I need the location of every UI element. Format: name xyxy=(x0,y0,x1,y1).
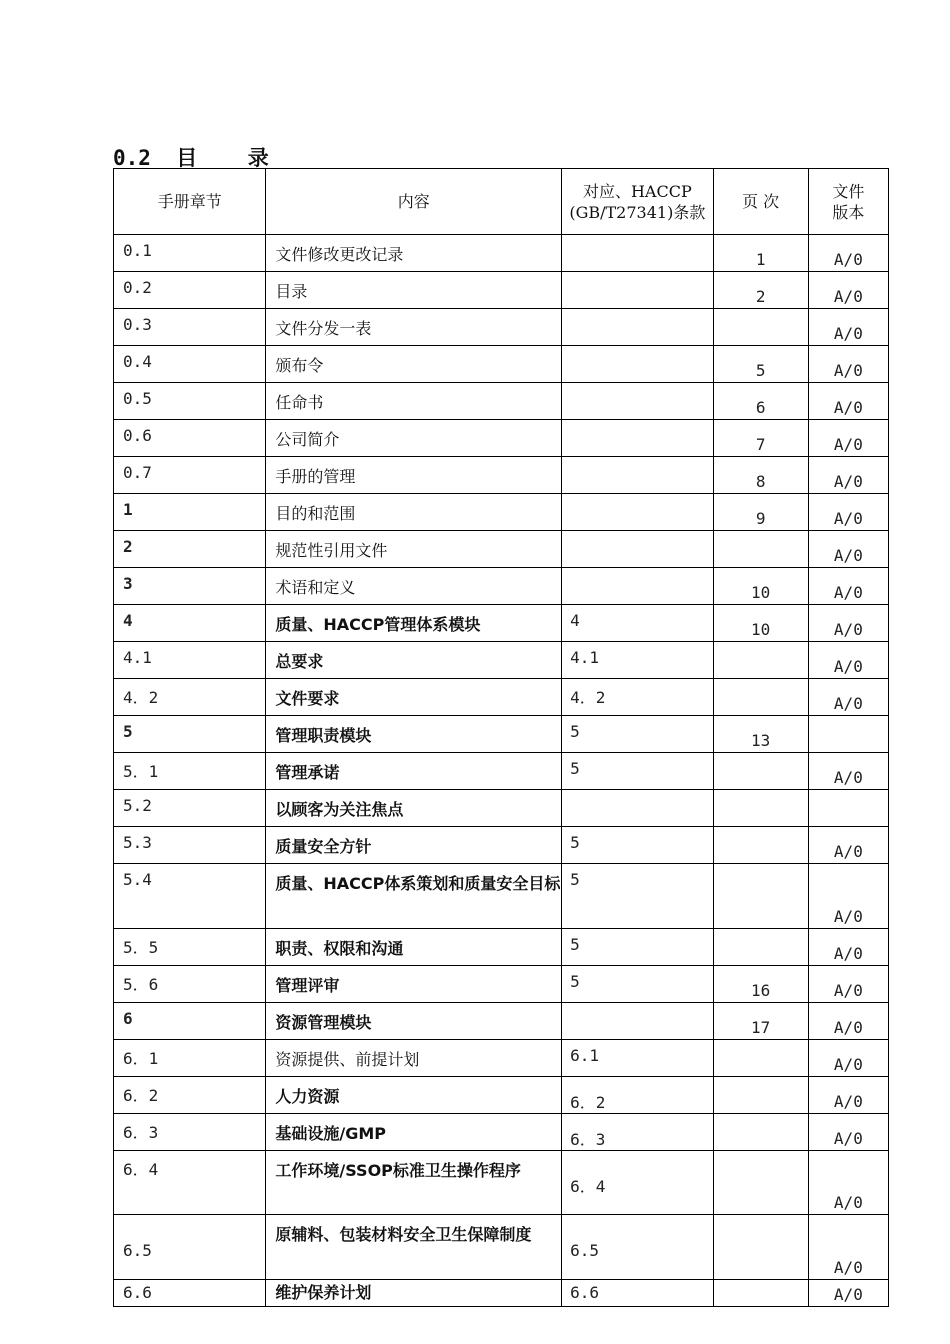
chapter-cell: 6.5 xyxy=(114,1215,266,1280)
clause-cell xyxy=(562,494,713,531)
version-cell: A/0 xyxy=(808,383,888,420)
content-cell: 工作环境/SSOP标准卫生操作程序 xyxy=(266,1151,562,1215)
content-cell: 质量、HACCP管理体系模块 xyxy=(266,605,562,642)
page-cell xyxy=(713,827,808,864)
version-cell: A/0 xyxy=(808,1151,888,1215)
page-cell xyxy=(713,753,808,790)
content-cell: 质量、HACCP体系策划和质量安全目标 xyxy=(266,864,562,929)
chapter-cell: 5 xyxy=(114,716,266,753)
page-cell xyxy=(713,309,808,346)
content-cell: 质量安全方针 xyxy=(266,827,562,864)
version-cell: A/0 xyxy=(808,1077,888,1114)
page-cell xyxy=(713,864,808,929)
table-row xyxy=(114,1040,889,1077)
page-cell xyxy=(713,1280,808,1307)
content-cell: 任命书 xyxy=(266,383,562,420)
clause-cell: 6．4 xyxy=(562,1151,713,1215)
version-cell: A/0 xyxy=(808,642,888,679)
chapter-cell: 5．6 xyxy=(114,966,266,1003)
content-cell: 颁布令 xyxy=(266,346,562,383)
content-cell: 管理评审 xyxy=(266,966,562,1003)
table-row xyxy=(114,1280,889,1307)
table-row xyxy=(114,1215,889,1280)
page-cell xyxy=(713,1215,808,1280)
header-chapter: 手册章节 xyxy=(114,169,266,235)
page-cell xyxy=(713,929,808,966)
page-cell: 13 xyxy=(713,716,808,753)
table-row xyxy=(114,1003,889,1040)
version-cell: A/0 xyxy=(808,568,888,605)
table-row xyxy=(114,1077,889,1114)
chapter-cell: 0.5 xyxy=(114,383,266,420)
content-cell: 基础设施/GMP xyxy=(266,1114,562,1151)
clause-cell xyxy=(562,790,713,827)
clause-cell xyxy=(562,272,713,309)
table-row xyxy=(114,827,889,864)
content-cell: 人力资源 xyxy=(266,1077,562,1114)
clause-cell: 5 xyxy=(562,966,713,1003)
table-row xyxy=(114,864,889,929)
content-cell: 总要求 xyxy=(266,642,562,679)
clause-cell: 4 xyxy=(562,605,713,642)
version-cell: A/0 xyxy=(808,1003,888,1040)
page-cell xyxy=(713,1114,808,1151)
table-row xyxy=(114,420,889,457)
chapter-cell: 0.3 xyxy=(114,309,266,346)
content-cell: 文件分发一表 xyxy=(266,309,562,346)
table-row xyxy=(114,346,889,383)
table-row xyxy=(114,531,889,568)
table-row xyxy=(114,1114,889,1151)
clause-cell: 5 xyxy=(562,929,713,966)
clause-cell: 6.1 xyxy=(562,1040,713,1077)
header-version: 文件版本 xyxy=(808,169,888,235)
content-cell: 职责、权限和沟通 xyxy=(266,929,562,966)
content-cell: 目录 xyxy=(266,272,562,309)
chapter-cell: 0.6 xyxy=(114,420,266,457)
page-cell: 6 xyxy=(713,383,808,420)
version-cell: A/0 xyxy=(808,753,888,790)
clause-cell: 6.6 xyxy=(562,1280,713,1307)
table-row xyxy=(114,966,889,1003)
version-cell: A/0 xyxy=(808,864,888,929)
page-cell xyxy=(713,1151,808,1215)
version-cell: A/0 xyxy=(808,1114,888,1151)
version-cell: A/0 xyxy=(808,605,888,642)
table-row xyxy=(114,383,889,420)
page-cell: 16 xyxy=(713,966,808,1003)
clause-cell xyxy=(562,531,713,568)
page-title: 0.2 目 录 xyxy=(113,146,269,170)
chapter-cell: 2 xyxy=(114,531,266,568)
page-cell xyxy=(713,642,808,679)
chapter-cell: 3 xyxy=(114,568,266,605)
page-cell: 10 xyxy=(713,605,808,642)
content-cell: 维护保养计划 xyxy=(266,1280,562,1307)
content-cell: 术语和定义 xyxy=(266,568,562,605)
chapter-cell: 6 xyxy=(114,1003,266,1040)
table-row xyxy=(114,716,889,753)
version-cell: A/0 xyxy=(808,929,888,966)
clause-cell xyxy=(562,420,713,457)
version-cell: A/0 xyxy=(808,420,888,457)
chapter-cell: 6．4 xyxy=(114,1151,266,1215)
content-cell: 原辅料、包装材料安全卫生保障制度 xyxy=(266,1215,562,1280)
chapter-cell: 4 xyxy=(114,605,266,642)
table-row xyxy=(114,605,889,642)
clause-cell: 6．2 xyxy=(562,1077,713,1114)
table-row xyxy=(114,790,889,827)
version-cell: A/0 xyxy=(808,966,888,1003)
chapter-cell: 5．5 xyxy=(114,929,266,966)
chapter-cell: 4．2 xyxy=(114,679,266,716)
table-row xyxy=(114,235,889,272)
clause-cell: 6.5 xyxy=(562,1215,713,1280)
clause-cell xyxy=(562,383,713,420)
version-cell: A/0 xyxy=(808,309,888,346)
page-cell: 9 xyxy=(713,494,808,531)
table-row xyxy=(114,457,889,494)
version-cell: A/0 xyxy=(808,1040,888,1077)
clause-cell xyxy=(562,346,713,383)
page-cell xyxy=(713,1077,808,1114)
clause-cell: 6．3 xyxy=(562,1114,713,1151)
clause-cell xyxy=(562,1003,713,1040)
content-cell: 目的和范围 xyxy=(266,494,562,531)
chapter-cell: 5．1 xyxy=(114,753,266,790)
chapter-cell: 5.4 xyxy=(114,864,266,929)
chapter-cell: 5.2 xyxy=(114,790,266,827)
header-page: 页 次 xyxy=(713,169,808,235)
clause-cell: 5 xyxy=(562,753,713,790)
table-row xyxy=(114,929,889,966)
table-row xyxy=(114,642,889,679)
page-cell xyxy=(713,790,808,827)
chapter-cell: 0.7 xyxy=(114,457,266,494)
page-cell: 17 xyxy=(713,1003,808,1040)
clause-cell xyxy=(562,568,713,605)
content-cell: 管理职责模块 xyxy=(266,716,562,753)
content-cell: 手册的管理 xyxy=(266,457,562,494)
version-cell: A/0 xyxy=(808,457,888,494)
chapter-cell: 4.1 xyxy=(114,642,266,679)
page-cell: 5 xyxy=(713,346,808,383)
chapter-cell: 6.6 xyxy=(114,1280,266,1307)
content-cell: 资源提供、前提计划 xyxy=(266,1040,562,1077)
content-cell: 管理承诺 xyxy=(266,753,562,790)
table-row xyxy=(114,1151,889,1215)
version-cell xyxy=(808,716,888,753)
table-row xyxy=(114,494,889,531)
version-cell: A/0 xyxy=(808,1215,888,1280)
version-cell: A/0 xyxy=(808,679,888,716)
page-cell: 2 xyxy=(713,272,808,309)
content-cell: 资源管理模块 xyxy=(266,1003,562,1040)
clause-cell xyxy=(562,457,713,494)
page-cell: 7 xyxy=(713,420,808,457)
version-cell: A/0 xyxy=(808,346,888,383)
page-cell: 1 xyxy=(713,235,808,272)
header-content: 内容 xyxy=(266,169,562,235)
clause-cell: 5 xyxy=(562,716,713,753)
chapter-cell: 0.1 xyxy=(114,235,266,272)
page-cell: 10 xyxy=(713,568,808,605)
version-cell: A/0 xyxy=(808,272,888,309)
page-cell xyxy=(713,1040,808,1077)
clause-cell xyxy=(562,309,713,346)
page-cell xyxy=(713,531,808,568)
header-clause: 对应、HACCP (GB/T27341)条款 xyxy=(562,169,713,235)
chapter-cell: 1 xyxy=(114,494,266,531)
version-cell: A/0 xyxy=(808,235,888,272)
content-cell: 文件修改更改记录 xyxy=(266,235,562,272)
version-cell: A/0 xyxy=(808,1280,888,1307)
clause-cell: 5 xyxy=(562,827,713,864)
chapter-cell: 6．3 xyxy=(114,1114,266,1151)
page-cell: 8 xyxy=(713,457,808,494)
toc-table xyxy=(113,168,889,1307)
table-row xyxy=(114,272,889,309)
table-row xyxy=(114,309,889,346)
version-cell: A/0 xyxy=(808,494,888,531)
table-row xyxy=(114,568,889,605)
table-row xyxy=(114,753,889,790)
clause-cell: 5 xyxy=(562,864,713,929)
table-row xyxy=(114,679,889,716)
clause-cell: 4．2 xyxy=(562,679,713,716)
content-cell: 规范性引用文件 xyxy=(266,531,562,568)
chapter-cell: 0.4 xyxy=(114,346,266,383)
version-cell xyxy=(808,790,888,827)
content-cell: 文件要求 xyxy=(266,679,562,716)
chapter-cell: 5.3 xyxy=(114,827,266,864)
content-cell: 以顾客为关注焦点 xyxy=(266,790,562,827)
chapter-cell: 6．1 xyxy=(114,1040,266,1077)
version-cell: A/0 xyxy=(808,531,888,568)
version-cell: A/0 xyxy=(808,827,888,864)
table-header-row xyxy=(114,169,889,235)
chapter-cell: 0.2 xyxy=(114,272,266,309)
page-cell xyxy=(713,679,808,716)
content-cell: 公司简介 xyxy=(266,420,562,457)
clause-cell: 4.1 xyxy=(562,642,713,679)
clause-cell xyxy=(562,235,713,272)
chapter-cell: 6．2 xyxy=(114,1077,266,1114)
